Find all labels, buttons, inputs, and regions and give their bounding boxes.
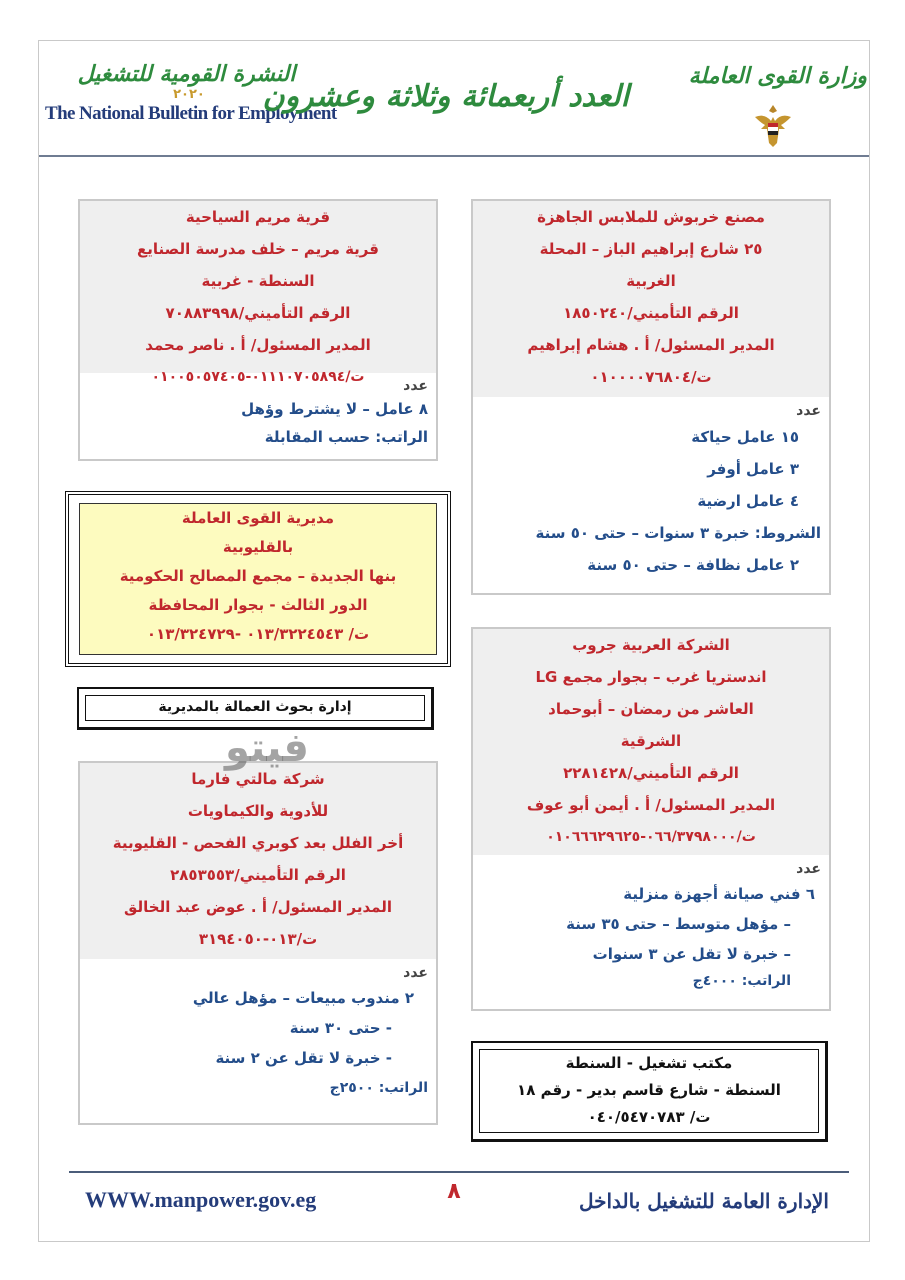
manager: المدير المسئول/ أ . عوض عبد الخالق	[124, 898, 392, 916]
job-row: ٦ فني صيانة أجهزة منزلية	[623, 885, 815, 903]
issue-number: العدد أربعمائة وثلاثة وعشرون	[262, 79, 629, 114]
company-address: ٢٥ شارع إبراهيم الباز – المحلة	[539, 240, 763, 258]
research-dept-label: إدارة بحوث العمالة بالمديرية	[85, 695, 425, 721]
manager: المدير المسئول/ أ . هشام إبراهيم	[527, 336, 775, 354]
requirement: – خبرة لا تقل عن ٣ سنوات	[592, 945, 791, 963]
insurance-number: الرقم التأميني/١٨٥٠٢٤٠	[563, 304, 739, 322]
directorate-floor: الدور الثالث - بجوار المحافظة	[148, 596, 368, 614]
footer-divider	[69, 1171, 849, 1173]
eagle-emblem-icon	[751, 103, 795, 149]
job-row: ٣ عامل أوفر	[707, 460, 799, 478]
manager: المدير المسئول/ أ . ناصر محمد	[145, 336, 371, 354]
jobs-list	[473, 855, 829, 993]
count-label: عدد	[403, 378, 428, 394]
conditions: الشروط: خبرة ٣ سنوات – حتى ٥٠ سنة	[535, 524, 821, 542]
phone: ت/٠٦٦/٣٧٩٨٠٠٠-٠١٠٦٦٦٢٩٦٢٥	[546, 829, 756, 845]
job-row: ٢ عامل نظافة – حتى ٥٠ سنة	[587, 556, 799, 574]
company-activity: للأدوية والكيماويات	[187, 802, 329, 820]
insurance-number: الرقم التأميني/٢٨٥٣٥٥٣	[170, 866, 346, 884]
watermark-logo: فيتو	[225, 725, 309, 771]
company-governorate: الشرقية	[620, 732, 682, 750]
jobs-list	[473, 397, 829, 581]
directorate-phone: ت/ ٠١٣/٣٢٢٤٥٤٣ -٠١٣/٣٢٤٧٢٩	[146, 625, 370, 643]
job-box-groub	[471, 627, 831, 1011]
directorate-address: بنها الجديدة – مجمع المصالح الحكومية	[119, 567, 397, 585]
phone: ت/٠١١١٠٧٠٥٨٩٤-٠١٠٠٥٠٥٧٤٠٥	[151, 369, 365, 385]
job-row: ٨ عامل – لا يشترط وؤهل	[241, 400, 428, 418]
manager: المدير المسئول/ أ . أيمن أبو عوف	[526, 796, 776, 814]
page-number: ٨	[447, 1179, 461, 1204]
salary: الراتب: حسب المقابلة	[264, 428, 428, 446]
requirement: - حتى ٣٠ سنة	[289, 1019, 392, 1037]
directorate-box	[65, 491, 451, 667]
bulletin-title-en: The National Bulletin for Employment	[45, 103, 337, 124]
office-box	[471, 1041, 828, 1142]
insurance-number: الرقم التأميني/٧٠٨٨٣٩٩٨	[165, 304, 351, 322]
company-city: العاشر من رمضان – أبوحماد	[548, 700, 754, 718]
job-row: ١٥ عامل حياكة	[691, 428, 799, 446]
company-name: شركة مالتي فارما	[191, 770, 325, 788]
bulletin-title-ar: النشرة القومية للتشغيل	[77, 61, 296, 87]
salary: الراتب: ٢٥٠٠ج	[329, 1080, 428, 1096]
salary: الراتب: ٤٠٠٠ج	[692, 973, 791, 989]
insurance-number: الرقم التأميني/٢٢٨١٤٢٨	[563, 764, 739, 782]
requirement: - خبرة لا تقل عن ٢ سنة	[215, 1049, 392, 1067]
jobs-list	[80, 959, 436, 1103]
count-label: عدد	[403, 965, 428, 981]
job-box-maryam	[78, 199, 438, 461]
directorate-governorate: بالقليوبية	[222, 538, 294, 556]
company-city: السنطة - غربية	[201, 272, 315, 290]
job-row: ٤ عامل ارضية	[697, 492, 799, 510]
job-row: ٢ مندوب مبيعات – مؤهل عالي	[192, 989, 414, 1007]
count-label: عدد	[796, 861, 821, 877]
bulletin-year: ٢٠٢٠	[173, 87, 205, 102]
phone: ت/٠١٠٠٠٠٧٦٨٠٤	[590, 368, 712, 386]
company-address: اندستريا غرب – بجوار مجمع LG	[535, 668, 767, 686]
department-name: الإدارة العامة للتشغيل بالداخل	[578, 1189, 829, 1213]
requirement: – مؤهل متوسط – حتى ٣٥ سنة	[566, 915, 791, 933]
job-box-kharboush	[471, 199, 831, 595]
company-city: الغربية	[626, 272, 676, 290]
company-address: قرية مريم – خلف مدرسة الصنايع	[137, 240, 379, 258]
office-address: السنطة - شارع قاسم بدير - رقم ١٨	[517, 1081, 781, 1099]
bulletin-page	[38, 40, 870, 1242]
website-link[interactable]: WWW.manpower.gov.eg	[85, 1187, 317, 1212]
company-info	[80, 201, 436, 385]
company-info	[473, 629, 829, 855]
company-info	[80, 763, 436, 959]
phone: ت/٠١٣-٣١٩٤٠٥٠	[198, 930, 318, 948]
company-address: أخر الفلل بعد كوبري الفحص - القليوبية	[112, 834, 404, 852]
research-dept-box	[77, 687, 434, 730]
directorate-title: مديرية القوى العاملة	[181, 509, 335, 527]
job-box-malti-pharma	[78, 761, 438, 1125]
company-name: قرية مريم السياحية	[185, 208, 331, 226]
count-label: عدد	[796, 403, 821, 419]
office-phone: ت/ ٠٤٠/٥٤٧٠٧٨٣	[587, 1108, 711, 1126]
company-info	[473, 201, 829, 397]
ministry-title: وزارة القوى العاملة	[688, 63, 867, 89]
office-title: مكتب تشغيل - السنطة	[565, 1054, 733, 1072]
company-name: الشركة العربية جروب	[572, 636, 730, 654]
company-name: مصنع خربوش للملابس الجاهزة	[537, 208, 765, 226]
header-divider	[39, 155, 869, 157]
